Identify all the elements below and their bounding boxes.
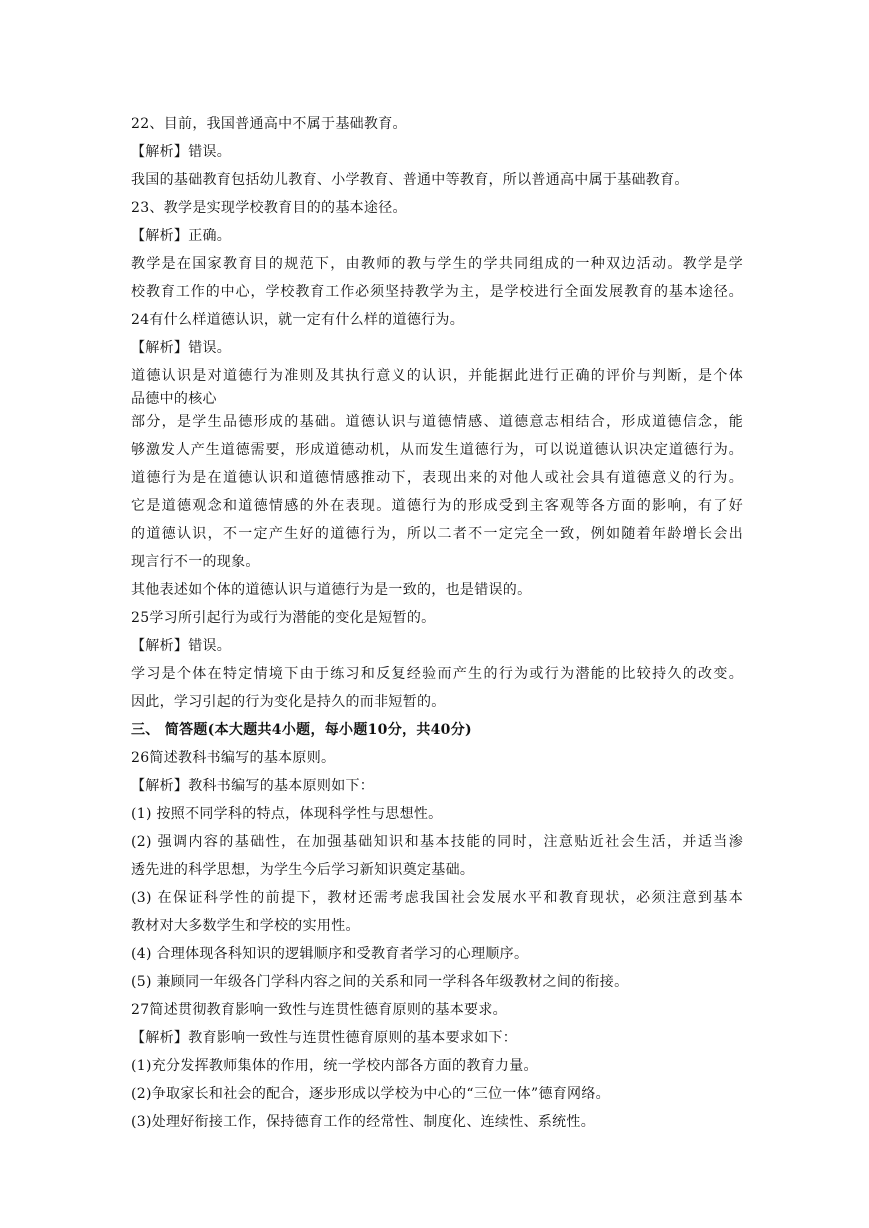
question-27: 27简述贯彻教育影响一致性与连贯性德育原则的基本要求。 xyxy=(131,1002,507,1018)
question-25: 25学习所引起行为或行为潜能的变化是短暂的。 xyxy=(131,610,436,626)
explanation-24-line-4: 够激发人产生道德需要，形成道德动机，从而发生道德行为，可以说道德认识决定道德行为。 xyxy=(131,442,743,458)
principle-2-line-2: 透先进的科学思想，为学生今后学习新知识奠定基础。 xyxy=(131,862,475,878)
question-22: 22、目前，我国普通高中不属于基础教育。 xyxy=(131,116,407,132)
explanation-24-line-9: 其他表述如个体的道德认识与道德行为是一致的，也是错误的。 xyxy=(131,582,532,598)
explanation-24-line-7: 的道德认识，不一定产生好的道德行为，所以二者不一定完全一致，例如随着年龄增长会出 xyxy=(131,526,743,542)
section-heading: 三、 简答题(本大题共4小题，每小题10分，共40分) xyxy=(131,722,472,738)
explanation-24-line-3: 部分，是学生品德形成的基础。道德认识与道德情感、道德意志相结合，形成道德信念，能 xyxy=(131,414,743,430)
question-23: 23、教学是实现学校教育目的的基本途径。 xyxy=(131,200,407,216)
requirement-1: (1)充分发挥教师集体的作用，统一学校内部各方面的教育力量。 xyxy=(131,1058,538,1074)
answer-label-22: 【解析】错误。 xyxy=(131,144,232,160)
explanation-25-line-2: 因此，学习引起的行为变化是持久的而非短暂的。 xyxy=(131,694,446,710)
requirement-3: (3)处理好衔接工作，保持德育工作的经常性、制度化、连续性、系统性。 xyxy=(131,1114,596,1130)
principle-5: (5) 兼顾同一年级各门学科内容之间的关系和同一学科各年级教材之间的衔接。 xyxy=(131,974,629,990)
question-24: 24有什么样道德认识，就一定有什么样的道德行为。 xyxy=(131,312,465,328)
document-page xyxy=(131,110,743,1136)
explanation-24-line-6: 它是道德观念和道德情感的外在表现。道德行为的形成受到主客观等各方面的影响，有了好 xyxy=(131,498,743,514)
principle-3-line-1: (3) 在保证科学性的前提下，教材还需考虑我国社会发展水平和教育现状，必须注意到基本 xyxy=(131,890,743,906)
explanation-24-line-5: 道德行为是在道德认识和道德情感推动下，表现出来的对他人或社会具有道德意义的行为。 xyxy=(131,470,743,486)
explanation-23-line-1: 教学是在国家教育目的规范下，由教师的教与学生的学共同组成的一种双边活动。教学是学 xyxy=(131,256,743,272)
principle-2-line-1: (2) 强调内容的基础性，在加强基础知识和基本技能的同时，注意贴近社会生活，并适当渗 xyxy=(131,834,743,850)
answer-intro-27: 【解析】教育影响一致性与连贯性德育原则的基本要求如下： xyxy=(131,1030,518,1046)
answer-label-23: 【解析】正确。 xyxy=(131,228,232,244)
answer-intro-26: 【解析】教科书编写的基本原则如下： xyxy=(131,778,375,794)
principle-1: (1) 按照不同学科的特点，体现科学性与思想性。 xyxy=(131,806,443,822)
principle-4: (4) 合理体现各科知识的逻辑顺序和受教育者学习的心理顺序。 xyxy=(131,946,529,962)
answer-label-24: 【解析】错误。 xyxy=(131,340,232,356)
explanation-23-line-2: 校教育工作的中心，学校教育工作必须坚持教学为主，是学校进行全面发展教育的基本途径。 xyxy=(131,284,743,300)
question-26: 26简述教科书编写的基本原则。 xyxy=(131,750,336,766)
explanation-24-line-1: 道德认识是对道德行为准则及其执行意义的认识，并能据此进行正确的评价与判断，是个体 xyxy=(131,368,743,384)
explanation-25-line-1: 学习是个体在特定情境下由于练习和反复经验而产生的行为或行为潜能的比较持久的改变。 xyxy=(131,666,743,682)
explanation-24-line-2: 品德中的核心 xyxy=(131,391,217,407)
principle-3-line-2: 教材对大多数学生和学校的实用性。 xyxy=(131,918,360,934)
answer-label-25: 【解析】错误。 xyxy=(131,638,232,654)
requirement-2: (2)争取家长和社会的配合，逐步形成以学校为中心的“三位一体”德育网络。 xyxy=(131,1086,610,1102)
explanation-24-line-8: 现言行不一的现象。 xyxy=(131,554,260,570)
explanation-22: 我国的基础教育包括幼儿教育、小学教育、普通中等教育，所以普通高中属于基础教育。 xyxy=(131,172,689,188)
